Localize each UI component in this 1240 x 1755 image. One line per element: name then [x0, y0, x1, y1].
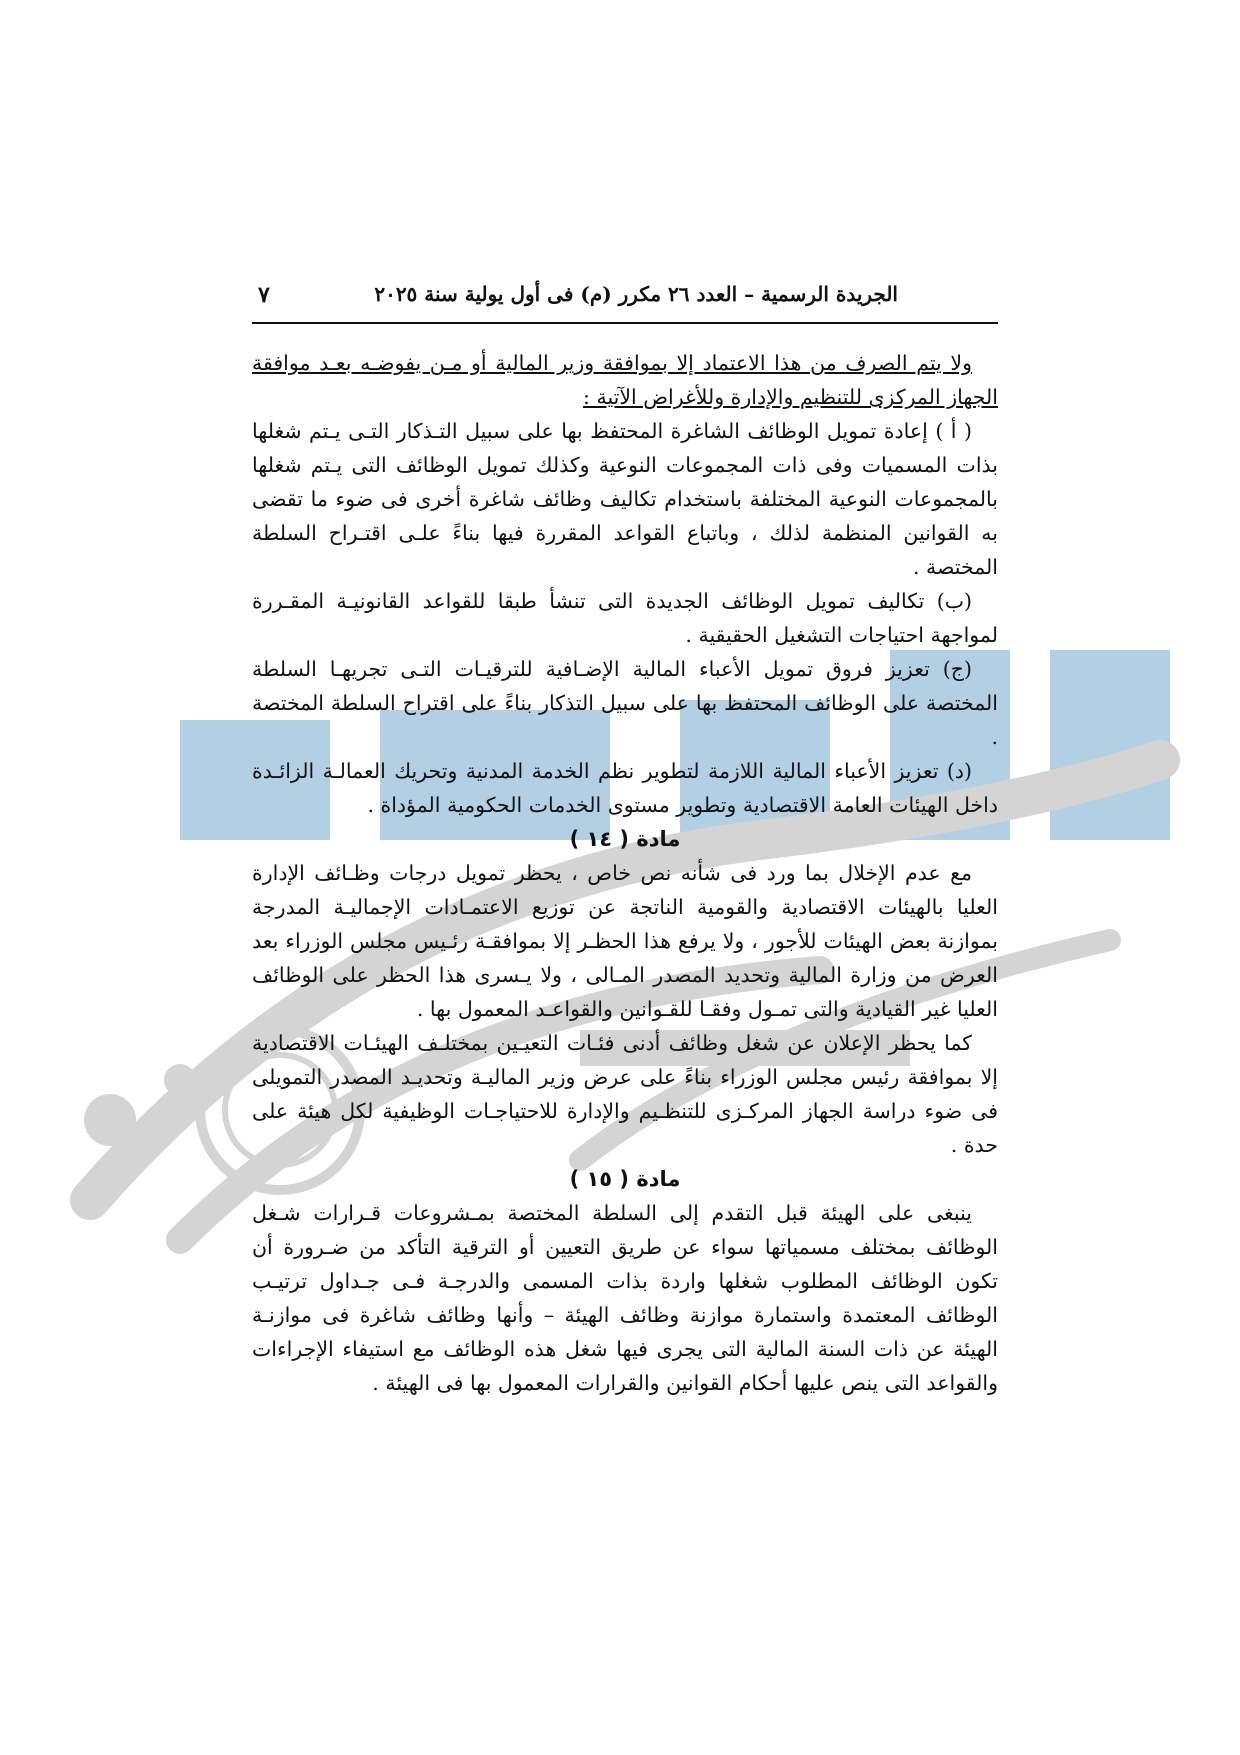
article-15-paragraph-1: ينبغى على الهيئة قبل التقدم إلى السلطة المختصة بمـشروعات قـرارات شـغل الوظائف بمختلف مسمياتها سواء عن طريق التعيين أو الترقية التأكد من ضـرورة أن تكون الوظائف المطلوب شغلها واردة بذات المسمى والدرجـة فـى جـداول ترتيـب الوظائف المعتمدة واستمارة موازنة وظائف الهيئة – وأنها وظائف شاغرة فى موازنـة الهيئة عن ذات السنة المالية التى يجرى فيها شغل هذه الوظائف مع استيفاء الإجراءات والقواعد التى ينص عليها أحكام القوانين والقرارات المعمول بها فى الهيئة . — [252, 1201, 999, 1395]
item-d-paragraph: (د) تعزيز الأعباء المالية اللازمة لتطوير نظم الخدمة المدنية وتحريك العمالـة الزائـدة داخل الهيئات العامة الاقتصادية وتطوير مستوى الخدمات الحكومية المؤداة . — [252, 759, 998, 817]
article-15-heading — [252, 1162, 998, 1196]
item-a-paragraph: ( أ ) إعادة تمويل الوظائف الشاغرة المحتفظ بها على سبيل التـذكار التـى يـتم شغلها بذات المسميات وفى ذات المجموعات النوعية وكذلك تمويل الوظائف التى يـتم شغلها بالمجموعات النوعية المختلفة باستخدام تكاليف وظائف شاغرة أخرى فى ضوء ما تقضى به القوانين المنظمة لذلك ، وباتباع القواعد المقررة فيها بناءً علـى اقتـراح السلطة المختصة . — [252, 419, 998, 579]
item-b-paragraph: (ب) تكاليف تمويل الوظائف الجديدة التى تنشأ طبقا للقواعد القانونيـة المقـررة لمواجهة احتياجات التشغيل الحقيقية . — [252, 589, 998, 647]
article-number: ( ١٥ ) — [569, 1167, 630, 1191]
article-14-paragraph-2: كما يحظر الإعلان عن شغل وظائف أدنى فئـات التعيـين بمختلـف الهيئـات الاقتصادية إلا بموافقة رئيس مجلس الوزراء بناءً على عرض وزير الماليـة وتحديـد المصدر التمويلى فى ضوء دراسة الجهاز المركـزى للتنظـيم والإدارة للاحتياجـات الوظيفية لكل هيئة على حدة . — [252, 1031, 998, 1157]
document-page — [252, 282, 998, 1400]
page-number: ٧ — [258, 282, 270, 308]
article-word: مادة — [636, 1167, 681, 1191]
article-14-paragraph-1: مع عدم الإخلال بما ورد فى شأنه نص خاص ، يحظر تمويل درجات وظـائف الإدارة العليا بالهيئات الاقتصادية والقومية الناتجة عن توزيع الاعتمـادات الإجماليـة المدرجة بموازنة بعض الهيئات للأجور ، ولا يرفع هذا الحظـر إلا بموافقـة رئـيس مجلس الوزراء بعد العرض من وزارة المالية وتحديد المصدر المـالى ، ولا يـسرى هذا الحظر على الوظائف العليا غير القيادية والتى تمـول وفقـا للقـوانين والقواعـد المعمول بها . — [252, 861, 998, 1021]
article-14-heading — [252, 822, 998, 856]
intro-paragraph: ولا يتم الصرف من هذا الاعتماد إلا بموافقة وزير المالية أو مـن يفوضـه بعـد موافقة الجهاز المركزى للتنظيم والإدارة وللأغراض الآتية : — [252, 351, 998, 409]
article-number: ( ١٤ ) — [569, 827, 630, 851]
gazette-title: الجريدة الرسمية – العدد ٢٦ مكرر (م) فى أول يولية سنة ٢٠٢٥ — [374, 282, 898, 306]
page-header — [252, 282, 998, 324]
article-word: مادة — [636, 827, 681, 851]
item-c-paragraph: (ج) تعزيز فروق تمويل الأعباء المالية الإضـافية للترقيـات التـى تجريهـا السلطة المختصة على الوظائف المحتفظ بها على سبيل التذكار بناءً على اقتراح السلطة المختصة . — [252, 657, 998, 749]
